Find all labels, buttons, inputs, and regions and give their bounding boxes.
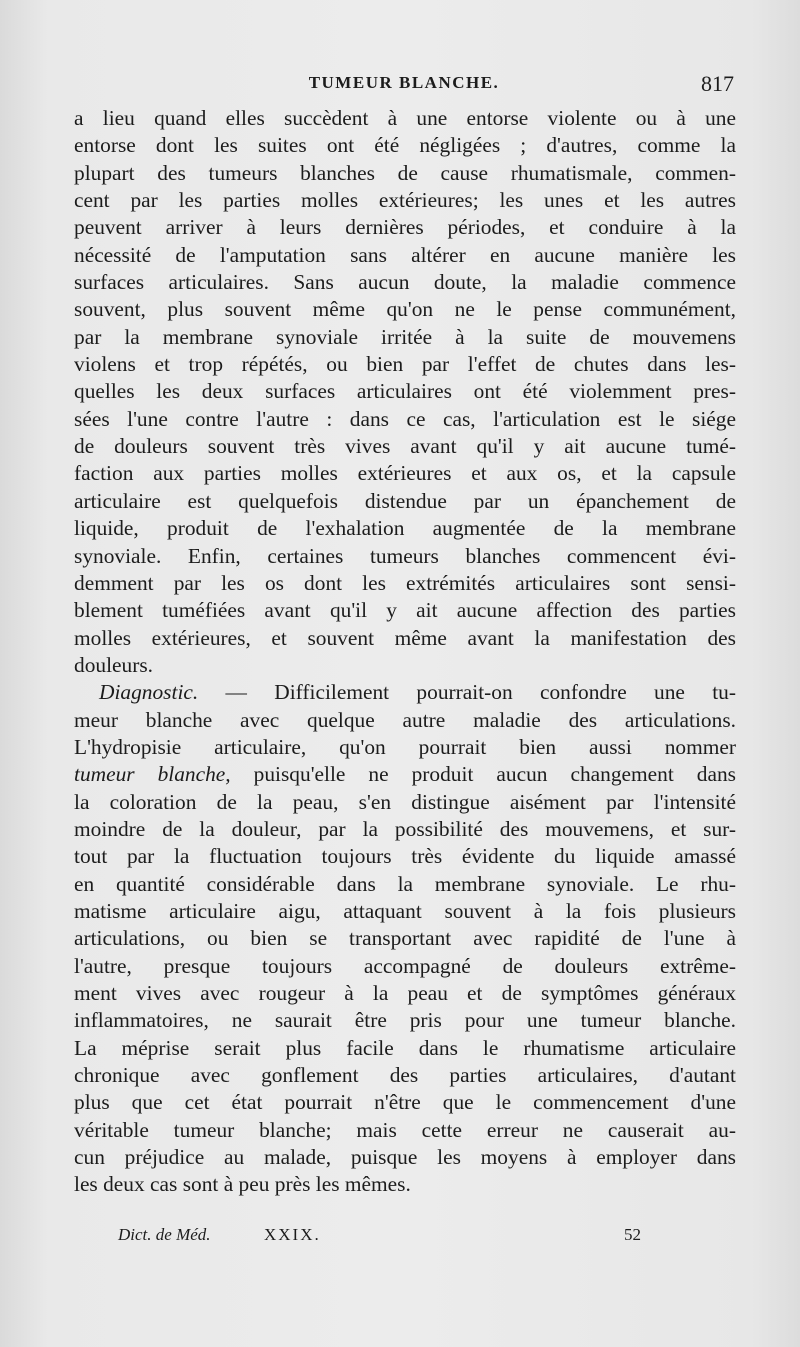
text-line: articulations, ou bien se transportant avec rapidité de l'une à bbox=[74, 926, 736, 951]
text-line: synoviale. Enfin, certaines tumeurs blanches commencent évi- bbox=[74, 543, 736, 568]
text-line: liquide, produit de l'exhalation augmentée de la membrane bbox=[74, 516, 736, 541]
text-line: demment par les os dont les extrémités articulaires sont sensi- bbox=[74, 570, 736, 595]
text-line bbox=[74, 679, 736, 706]
paragraph-lines bbox=[74, 789, 736, 1199]
text-line: cent par les parties molles extérieures; les unes et les autres bbox=[74, 188, 736, 213]
signature-mark: Dict. de Méd. bbox=[118, 1225, 211, 1244]
text-line: véritable tumeur blanche; mais cette erreur ne causerait au- bbox=[74, 1117, 736, 1142]
text-line: les deux cas sont à peu près les mêmes. bbox=[74, 1172, 411, 1197]
section-heading: Diagnostic. bbox=[99, 680, 199, 705]
sheet-number: 52 bbox=[624, 1225, 641, 1244]
text-line: de douleurs souvent très vives avant qu'il y ait aucune tumé- bbox=[74, 434, 736, 459]
text-line: sées l'une contre l'autre : dans ce cas, l'articulation est le siége bbox=[74, 406, 736, 431]
text-line: peuvent arriver à leurs dernières périodes, et conduire à la bbox=[74, 215, 736, 240]
text-line: par la membrane synoviale irritée à la suite de mouvemens bbox=[74, 324, 736, 349]
text-line: la coloration de la peau, s'en distingue aisément par l'intensité bbox=[74, 789, 736, 814]
text-line: violens et trop répétés, ou bien par l'effet de chutes dans les- bbox=[74, 352, 736, 377]
text-line: faction aux parties molles extérieures et aux os, et la capsule bbox=[74, 461, 736, 486]
text-line: matisme articulaire aigu, attaquant souvent à la fois plusieurs bbox=[74, 898, 736, 923]
text-line: en quantité considérable dans la membrane synoviale. Le rhu- bbox=[74, 871, 736, 896]
running-title: TUMEUR BLANCHE. bbox=[308, 73, 500, 92]
text-line: entorse dont les suites ont été négligées ; d'autres, comme la bbox=[74, 133, 736, 158]
page-number: 817 bbox=[701, 71, 734, 96]
text-run: — Difficilement pourrait-on confondre une tu- bbox=[198, 680, 736, 705]
text-line: souvent, plus souvent même qu'on ne le pense communément, bbox=[74, 297, 736, 322]
text-line: douleurs. bbox=[74, 652, 154, 677]
page-footer bbox=[74, 1225, 736, 1251]
text-line: cun préjudice au malade, puisque les moyens à employer dans bbox=[74, 1145, 736, 1170]
text-line: surfaces articulaires. Sans aucun doute, la maladie commence bbox=[74, 270, 736, 295]
text-line: l'autre, presque toujours accompagné de douleurs extrême- bbox=[74, 953, 736, 978]
text-line: plus que cet état pourrait n'être que le commencement d'une bbox=[74, 1090, 736, 1115]
text-line: tout par la fluctuation toujours très évidente du liquide amassé bbox=[74, 844, 736, 869]
text-run: puisqu'elle ne produit aucun changement dans bbox=[230, 762, 736, 787]
text-line: La méprise serait plus facile dans le rhumatisme articulaire bbox=[74, 1035, 736, 1060]
text-line: plupart des tumeurs blanches de cause rhumatismale, commen- bbox=[74, 160, 736, 185]
text-line: quelles les deux surfaces articulaires ont été violemment pres- bbox=[74, 379, 736, 404]
page-header bbox=[74, 71, 734, 101]
body-text bbox=[74, 105, 736, 1199]
paragraph-diagnostic bbox=[74, 679, 736, 1199]
text-line: meur blanche avec quelque autre maladie des articulations. bbox=[74, 707, 736, 732]
text-line: nécessité de l'amputation sans altérer en aucune manière les bbox=[74, 242, 736, 267]
text-line bbox=[74, 761, 736, 788]
text-line: inflammatoires, ne saurait être pris pour une tumeur blanche. bbox=[74, 1008, 736, 1033]
text-line: L'hydropisie articulaire, qu'on pourrait bien aussi nommer bbox=[74, 734, 736, 759]
volume-number: XXIX. bbox=[264, 1225, 321, 1244]
text-line: moindre de la douleur, par la possibilité des mouvemens, et sur- bbox=[74, 816, 736, 841]
text-line: molles extérieures, et souvent même avant la manifestation des bbox=[74, 625, 736, 650]
paragraph-continued bbox=[74, 105, 736, 679]
text-line: chronique avec gonflement des parties articulaires, d'autant bbox=[74, 1063, 736, 1088]
text-line: blement tuméfiées avant qu'il y ait aucune affection des parties bbox=[74, 598, 736, 623]
text-line: articulaire est quelquefois distendue par un épanchement de bbox=[74, 488, 736, 513]
text-line: ment vives avec rougeur à la peau et de symptômes généraux bbox=[74, 981, 736, 1005]
italic-term: tumeur blanche, bbox=[74, 762, 231, 787]
text-line: a lieu quand elles succèdent à une entorse violente ou à une bbox=[74, 106, 736, 130]
